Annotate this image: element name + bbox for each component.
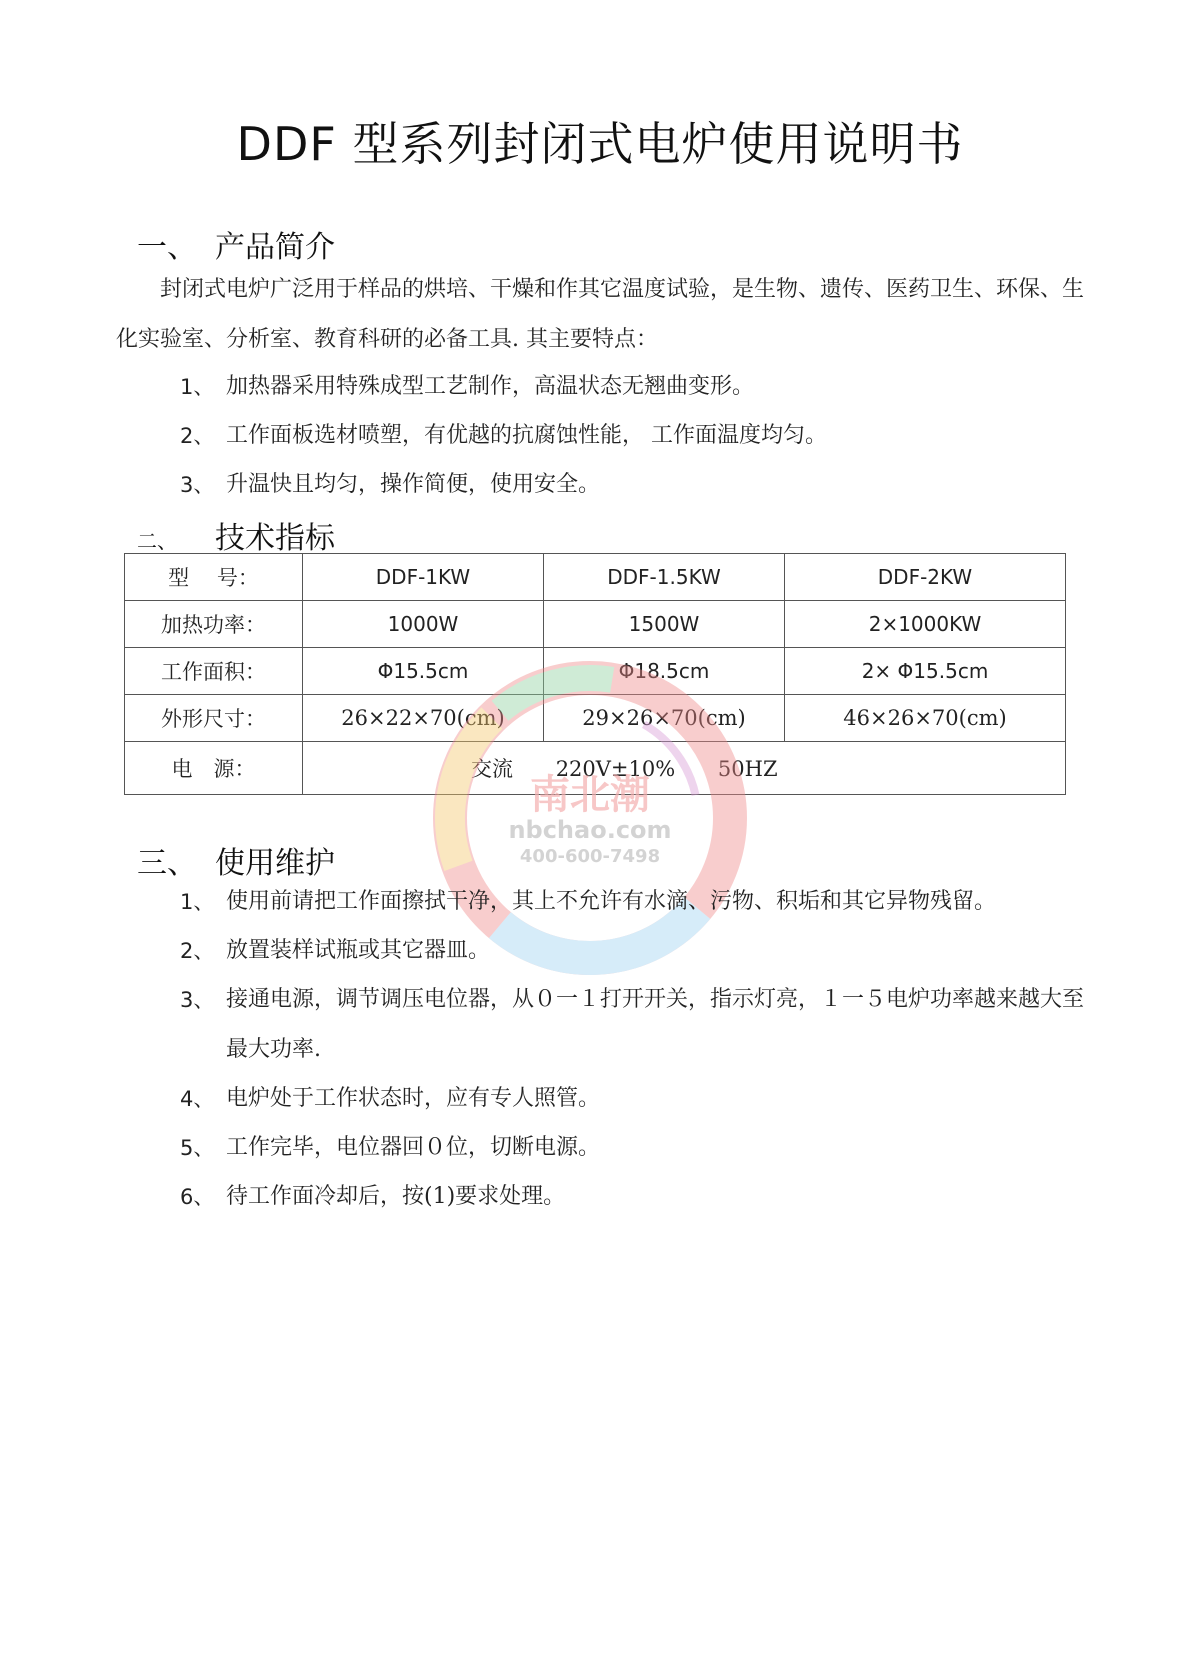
item-text: 接通电源，调节调压电位器，从０一１打开开关，指示灯亮，１一５电炉功率越来越大至最大功率. bbox=[226, 987, 1085, 1062]
maintenance-item bbox=[180, 926, 1090, 976]
watermark-site: nbchao.com bbox=[508, 816, 672, 844]
item-text: 升温快且均匀，操作简便，使用安全。 bbox=[226, 472, 601, 497]
table-cell: 2× Φ15.5cm bbox=[785, 648, 1066, 695]
item-number: 3、 bbox=[180, 473, 215, 497]
item-text: 电炉处于工作状态时，应有专人照管。 bbox=[226, 1086, 601, 1111]
item-text: 加热器采用特殊成型工艺制作，高温状态无翘曲变形。 bbox=[226, 374, 755, 399]
table-row bbox=[125, 648, 1066, 695]
table-cell: 1500W bbox=[544, 601, 785, 648]
feature-item bbox=[180, 362, 1090, 412]
item-number: 2、 bbox=[180, 939, 215, 963]
table-cell: DDF-1KW bbox=[303, 554, 544, 601]
section-number: 一、 bbox=[137, 230, 197, 265]
maintenance-item bbox=[180, 877, 1090, 927]
table-row bbox=[125, 695, 1066, 742]
item-number: 1、 bbox=[180, 375, 215, 399]
item-text: 放置装样试瓶或其它器皿。 bbox=[226, 938, 491, 963]
power-type: 交流 bbox=[471, 757, 513, 781]
section-number: 三、 bbox=[137, 846, 197, 881]
spec-table bbox=[124, 553, 1066, 795]
table-cell: 1000W bbox=[303, 601, 544, 648]
table-row bbox=[125, 601, 1066, 648]
table-cell: DDF-1.5KW bbox=[544, 554, 785, 601]
section-title: 产品简介 bbox=[215, 230, 335, 265]
table-cell: 46×26×70(cm) bbox=[785, 695, 1066, 742]
section-number: 二、 bbox=[137, 529, 177, 553]
table-cell: 29×26×70(cm) bbox=[544, 695, 785, 742]
feature-item bbox=[180, 460, 1090, 510]
intro-paragraph: 封闭式电炉广泛用于样品的烘培、干燥和作其它温度试验，是生物、遗传、医药卫生、环保、生化实验室、分析室、教育科研的必备工具. 其主要特点： bbox=[116, 277, 1085, 352]
item-number: 3、 bbox=[180, 988, 215, 1012]
document-title: DDF 型系列封闭式电炉使用说明书 bbox=[236, 117, 964, 171]
item-number: 2、 bbox=[180, 424, 215, 448]
table-cell: 2×1000KW bbox=[785, 601, 1066, 648]
item-text: 使用前请把工作面擦拭干净，其上不允许有水滴、污物、积垢和其它异物残留。 bbox=[226, 889, 997, 914]
row-label: 工作面积： bbox=[125, 648, 303, 695]
row-label: 型 号： bbox=[125, 554, 303, 601]
maintenance-item bbox=[180, 975, 1090, 1075]
section-2-heading bbox=[137, 513, 335, 557]
table-cell: Φ18.5cm bbox=[544, 648, 785, 695]
section-title: 使用维护 bbox=[215, 846, 335, 881]
power-voltage: 220V±10% bbox=[555, 757, 676, 781]
section-3-heading bbox=[137, 838, 335, 882]
power-frequency: 50HZ bbox=[717, 757, 778, 781]
section-title: 技术指标 bbox=[215, 521, 335, 556]
item-number: 4、 bbox=[180, 1087, 215, 1111]
item-text: 工作面板选材喷塑，有优越的抗腐蚀性能， 工作面温度均匀。 bbox=[226, 423, 827, 448]
table-cell: DDF-2KW bbox=[785, 554, 1066, 601]
item-number: 5、 bbox=[180, 1136, 215, 1160]
maintenance-item bbox=[180, 1074, 1090, 1124]
row-label: 电 源： bbox=[125, 742, 303, 795]
table-cell: Φ15.5cm bbox=[303, 648, 544, 695]
table-row bbox=[125, 742, 1066, 795]
feature-item bbox=[180, 411, 1090, 461]
item-number: 6、 bbox=[180, 1185, 215, 1209]
watermark-phone: 400-600-7498 bbox=[519, 846, 661, 867]
watermark-brand: 南北潮 bbox=[530, 772, 650, 818]
table-cell: 26×22×70(cm) bbox=[303, 695, 544, 742]
item-text: 待工作面冷却后，按(1)要求处理。 bbox=[226, 1184, 566, 1209]
maintenance-item bbox=[180, 1172, 1090, 1222]
table-row bbox=[125, 554, 1066, 601]
section-1-heading bbox=[137, 222, 335, 266]
item-text: 工作完毕，电位器回０位，切断电源。 bbox=[226, 1135, 601, 1160]
maintenance-item bbox=[180, 1123, 1090, 1173]
power-cell bbox=[303, 742, 1066, 795]
row-label: 加热功率： bbox=[125, 601, 303, 648]
row-label: 外形尺寸： bbox=[125, 695, 303, 742]
item-number: 1、 bbox=[180, 890, 215, 914]
